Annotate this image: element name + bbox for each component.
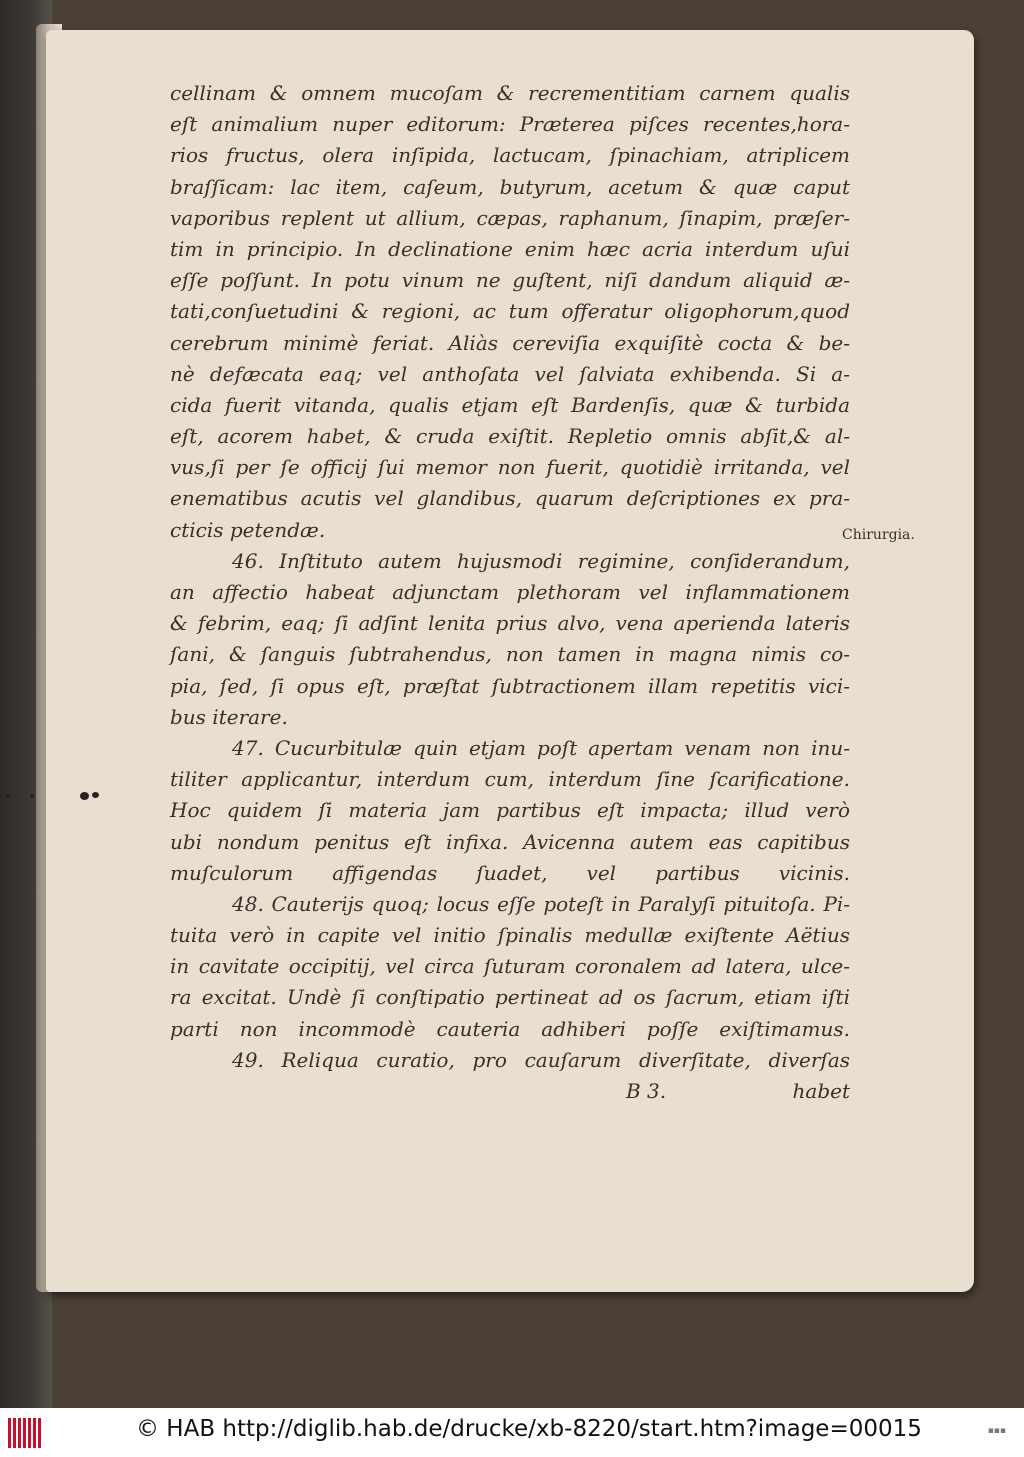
library-barcode-icon [8,1418,42,1448]
footer-corner-mark: ▪▪▪ [987,1426,1006,1436]
text-line: ra excitat. Undè ſi conſtipatio pertineat ad os ſacrum, etiam iſti [170,985,850,1010]
text-line: in cavitate occipitij, vel circa ſuturam coronalem ad latera, ulce- [170,954,850,979]
catchword: habet [792,1079,850,1103]
text-line: tiliter applicantur, interdum cum, interdum ſine ſcarificatione. [170,767,850,792]
signature-mark: B 3. [626,1079,667,1103]
footer-bar [0,1408,1024,1457]
book-page [46,30,974,1292]
text-line: eſſe poſſunt. In potu vinum ne guſtent, niſi dandum aliquid æ- [170,268,850,293]
ink-speck [6,794,10,798]
text-line: braſſicam: lac item, caſeum, butyrum, acetum & quæ caput [170,174,850,199]
text-line: eſt, acorem habet, & cruda exiſtit. Repletio omnis abſit,& al- [170,424,850,449]
ink-specks [0,788,110,808]
ink-speck [30,794,34,798]
text-line: 48. Cauterijs quoq; locus eſſe poteſt in Paralyſi pituitoſa. Pi- [232,891,850,916]
text-line: muſculorum affigendas ſuadet, vel partibus vicinis. [170,860,850,885]
text-line: parti non incommodè cauteria adhiberi poſſe exiſtimamus. [170,1016,850,1041]
text-line: vaporibus replent ut allium, cæpas, raphanum, ſinapim, præſer- [170,205,850,230]
text-line: an affectio habeat adjunctam plethoram vel inflammationem [170,580,850,604]
signature-line [170,1076,850,1107]
text-line: pia, ſed, ſi opus eſt, præſtat ſubtractionem illam repetitis vici- [170,673,850,698]
text-line: cida fuerit vitanda, qualis etjam eſt Bardenſis, quæ & turbida [170,392,850,417]
text-line: cellinam & omnem mucoſam & recrementitiam carnem qualis [170,81,850,105]
text-line: 46. Inſtituto autem hujusmodi regimine, conſiderandum, [232,548,850,573]
text-line: tati,conſuetudini & regioni, ac tum offeratur oligophorum,quod [170,299,850,324]
text-line: nè defæcata eaq; vel anthoſata vel ſalviata exhibenda. Si a- [170,361,850,386]
text-line: Hoc quidem ſi materia jam partibus eſt impacta; illud verò [170,798,850,823]
text-line: cerebrum minimè feriat. Aliàs cereviſia exquiſitè cocta & be- [170,330,850,355]
text-line: rios fructus, olera inſipida, lactucam, ſpinachiam, atriplicem [170,143,850,168]
text-line: tuita verò in capite vel initio ſpinalis medullæ exiſtente Aëtius [170,923,850,948]
text-line: & febrim, eaq; ſi adſint lenita prius alvo, vena aperienda lateris [170,611,850,636]
footer-credit[interactable]: © HAB http://diglib.hab.de/drucke/xb-8220/start.htm?image=00015 [136,1416,922,1442]
text-line: 47. Cucurbitulæ quin etjam poſt apertam venam non inu- [232,735,850,760]
text-line: 49. Reliqua curatio, pro cauſarum diverſitate, diverſas [232,1047,850,1072]
ink-speck [80,792,89,800]
text-line: cticis petendæ. [170,517,326,542]
text-line: eſt animalium nuper editorum: Præterea piſces recentes,hora- [170,112,850,137]
text-line: vus,ſi per ſe officij ſui memor non fuerit, quotidiè irritanda, vel [170,455,850,480]
text-line: bus iterare. [170,704,288,729]
text-line: ubi nondum penitus eſt infixa. Avicenna autem eas capitibus [170,829,850,854]
text-line: tim in principio. In declinatione enim hæc acria interdum uſui [170,236,850,261]
text-line: ſani, & ſanguis ſubtrahendus, non tamen in magna nimis co- [170,642,850,667]
ink-speck [92,792,99,798]
marginal-note: Chirurgia. [842,527,915,543]
text-line: enematibus acutis vel glandibus, quarum deſcriptiones ex pra- [170,486,850,511]
page-text [170,78,850,1107]
